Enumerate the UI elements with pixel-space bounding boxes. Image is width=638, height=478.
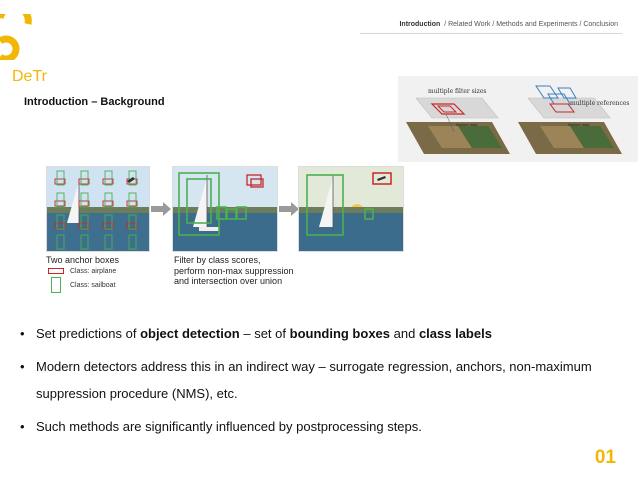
breadcrumb-other-sections[interactable]: / Related Work / Methods and Experiments / Conclusion	[444, 21, 618, 28]
multiple-references-label: multiple references	[570, 100, 630, 107]
header-divider	[360, 33, 622, 34]
feature-map-label-left: feature map	[456, 123, 478, 127]
slide-subtitle: Introduction – Background	[24, 96, 165, 108]
page-number: 01	[594, 447, 616, 468]
logo-icon	[0, 14, 34, 60]
filter-caption-line-3: and intersection over union	[174, 276, 283, 286]
candidate-boxes-image	[172, 166, 278, 252]
bullet-text: Such methods are significantly influenced by postprocessing steps.	[36, 419, 422, 434]
sailboat-legend-swatch	[51, 277, 61, 293]
legend-sailboat	[48, 277, 116, 293]
filter-sizes-label: multiple filter sizes	[428, 88, 487, 95]
brand-title: DeTr	[12, 68, 47, 85]
anchor-grid-image	[46, 166, 150, 252]
bullet-list	[20, 320, 610, 440]
bullet-text: Set predictions of	[36, 326, 141, 341]
bullet-bold-text: bounding boxes	[289, 326, 391, 341]
breadcrumb-active-section[interactable]: Introduction	[399, 21, 441, 28]
filter-caption-line-1: Filter by class scores,	[174, 255, 261, 265]
bullet-item	[20, 320, 610, 347]
airplane-legend-label: Class: airplane	[70, 268, 117, 275]
detection-pipeline-figure	[40, 160, 410, 296]
legend-airplane	[48, 268, 116, 275]
arrow-right-icon	[279, 202, 299, 216]
bullet-text: Modern detectors address this in an indirect way – surrogate regression, anchors, non-maximum suppression procedure (NMS), etc.	[36, 359, 592, 401]
bullet-text: – set of	[239, 326, 290, 341]
airplane-legend-swatch	[48, 268, 64, 274]
anchor-boxes-caption: Two anchor boxes	[46, 255, 120, 265]
section-breadcrumb	[399, 21, 618, 28]
final-detections-image	[298, 166, 404, 252]
arrow-right-icon	[151, 202, 171, 216]
sailboat-legend-label: Class: sailboat	[70, 281, 116, 289]
anchor-references-figure	[398, 76, 638, 162]
bullet-bold-text: object detection	[140, 326, 240, 341]
filter-caption	[174, 255, 294, 287]
bullet-item	[20, 413, 610, 440]
filter-caption-line-2: perform non-max suppression	[174, 265, 294, 276]
bullet-bold-text: class labels	[418, 326, 492, 341]
bullet-text: and	[390, 326, 419, 341]
feature-map-label-right: feature map	[568, 123, 590, 127]
bullet-item	[20, 353, 610, 407]
